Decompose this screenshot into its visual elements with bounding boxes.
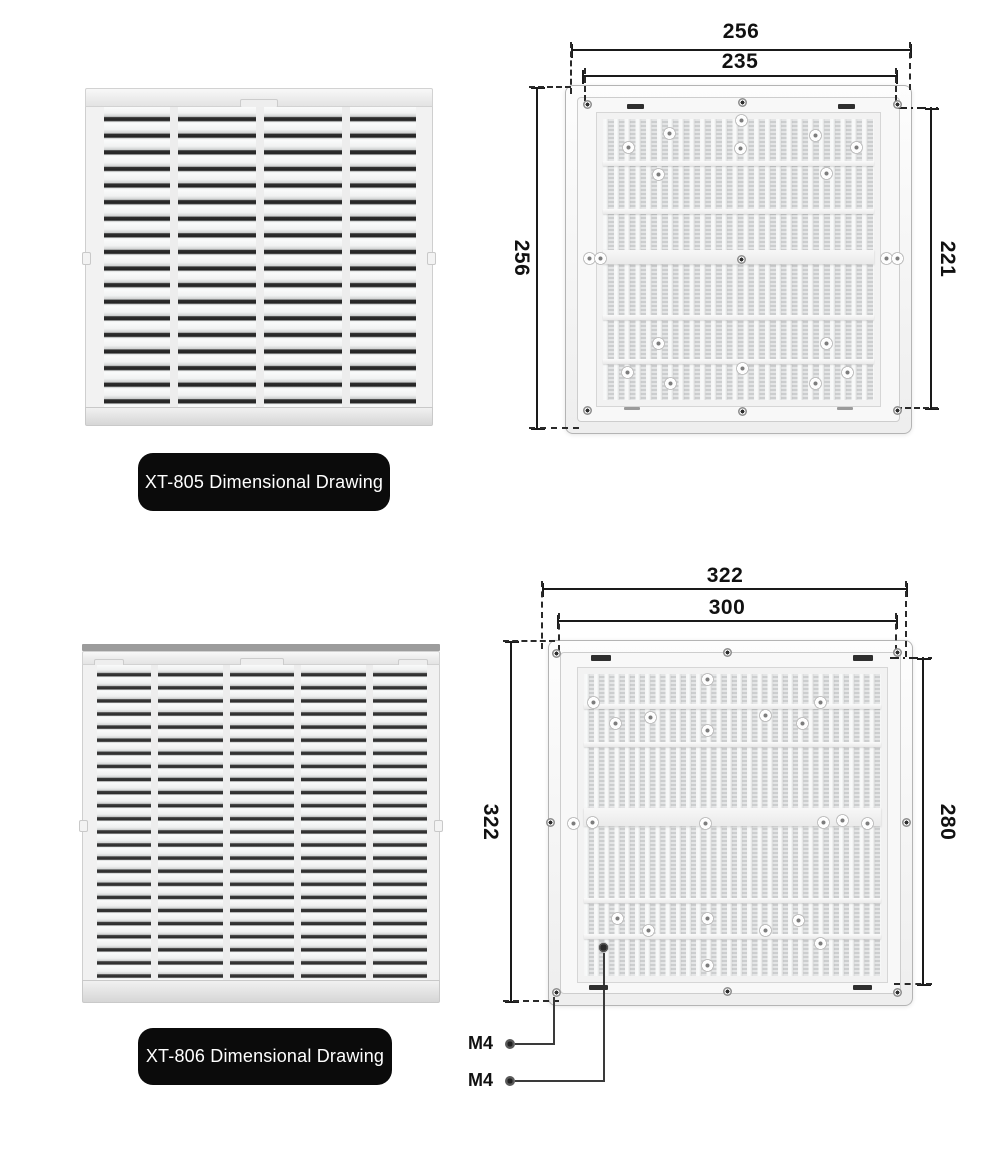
leader-dot (505, 1039, 515, 1049)
filter-mount-boss (622, 141, 635, 154)
dimension-line (558, 620, 897, 622)
dim-outer-width-805: 256 (722, 20, 760, 43)
mounting-clip (591, 655, 611, 661)
filter-mount-boss (759, 709, 772, 722)
dim-inner-width-806: 300 (708, 596, 746, 619)
mounting-clip (853, 655, 873, 661)
extension-line (529, 427, 579, 429)
model-label-xt806 (138, 1028, 392, 1085)
screw-hole (893, 100, 902, 109)
extension-line (541, 581, 543, 649)
filter-mount-boss (850, 141, 863, 154)
extension-line (895, 68, 897, 101)
filter-mount-boss (644, 711, 657, 724)
filter-mount-boss (796, 717, 809, 730)
screw-hole (583, 406, 592, 415)
screw-hole (893, 648, 902, 657)
side-clip-left (82, 252, 91, 265)
mounting-clip (837, 407, 853, 410)
filter-mount-boss (701, 673, 714, 686)
extension-line (909, 42, 911, 90)
extension-line (896, 407, 938, 409)
filter-mount-boss (699, 817, 712, 830)
filter-mount-boss (652, 337, 665, 350)
leader-line (515, 1043, 555, 1045)
filter-mount-boss (809, 377, 822, 390)
extension-line (503, 640, 555, 642)
dimension-line (583, 75, 897, 77)
filter-mount-boss (735, 114, 748, 127)
filter-mount-boss (820, 337, 833, 350)
mounting-clip (838, 104, 855, 109)
screw-hole (738, 98, 747, 107)
louver-slats (82, 665, 440, 980)
screw-hole (552, 988, 561, 997)
screw-hole (738, 407, 747, 416)
filter-mount-boss (652, 168, 665, 181)
filter-mount-boss (734, 142, 747, 155)
filter-mount-boss (609, 717, 622, 730)
mounting-clip (853, 985, 872, 990)
filter-mount-boss (701, 959, 714, 972)
screw-hole (893, 988, 902, 997)
mounting-clip (589, 985, 608, 990)
filter-mount-boss (621, 366, 634, 379)
screw-hole (737, 255, 746, 264)
filter-mount-boss (891, 252, 904, 265)
m4-mounting-hole (598, 942, 609, 953)
screw-hole (583, 100, 592, 109)
louver-slats (85, 107, 433, 407)
dim-inner-height-806: 280 (936, 803, 959, 841)
filter-mount-boss (814, 937, 827, 950)
filter-mount-boss (809, 129, 822, 142)
side-clip-right (434, 820, 443, 832)
filter-mount-boss (586, 816, 599, 829)
extension-line (898, 107, 938, 109)
grille-base (82, 980, 440, 1003)
filter-mount-boss (836, 814, 849, 827)
extension-line (558, 613, 560, 651)
filter-mount-boss (861, 817, 874, 830)
screw-hole (552, 649, 561, 658)
screw-hole (723, 648, 732, 657)
leader-line (515, 1080, 605, 1082)
screw-hole (902, 818, 911, 827)
filter-mount-boss (701, 724, 714, 737)
dimension-line (543, 588, 907, 590)
dimension-line (536, 88, 538, 429)
grille-top-edge (82, 644, 440, 651)
filter-mount-boss (611, 912, 624, 925)
model-label-xt805 (138, 453, 390, 511)
dim-outer-height-805: 256 (510, 239, 533, 277)
side-clip-right (427, 252, 436, 265)
side-clip-left (79, 820, 88, 832)
extension-line (890, 657, 932, 659)
grille-base (85, 407, 433, 426)
filter-mount-boss (736, 362, 749, 375)
leader-dot (505, 1076, 515, 1086)
extension-line (894, 983, 932, 985)
model-label-text: XT-805 Dimensional Drawing (144, 471, 384, 492)
filter-mount-boss (701, 912, 714, 925)
m4-thread-label-1: M4 (468, 1033, 494, 1053)
screw-hole (546, 818, 555, 827)
model-label-text: XT-806 Dimensional Drawing (145, 1046, 385, 1066)
filter-mount-boss (664, 377, 677, 390)
filter-mount-boss (587, 696, 600, 709)
extension-line (895, 613, 897, 651)
product-photo-xt805-front (85, 88, 433, 426)
filter-mount-boss (814, 696, 827, 709)
filter-mount-boss (817, 816, 830, 829)
filter-mount-boss (642, 924, 655, 937)
extension-line (905, 581, 907, 657)
dim-inner-height-805: 221 (936, 240, 959, 278)
filter-mount-boss (820, 167, 833, 180)
dimension-line (510, 642, 512, 1002)
screw-hole (723, 987, 732, 996)
filter-mount-boss (759, 924, 772, 937)
dimension-line (930, 109, 932, 409)
mounting-clip (627, 104, 644, 109)
m4-thread-label-2: M4 (468, 1070, 494, 1090)
extension-line (584, 68, 586, 101)
filter-mount-boss (841, 366, 854, 379)
dim-outer-width-806: 322 (706, 564, 744, 587)
filter-mount-boss (594, 252, 607, 265)
leader-line (553, 997, 555, 1045)
extension-line (529, 86, 571, 88)
dimension-line (922, 659, 924, 985)
filter-mount-boss (792, 914, 805, 927)
leader-line (603, 953, 605, 1082)
filter-mount-boss (567, 817, 580, 830)
filter-mount-boss (663, 127, 676, 140)
mounting-clip (624, 407, 640, 410)
extension-line (503, 1000, 559, 1002)
dim-inner-width-805: 235 (721, 50, 759, 73)
product-photo-xt806-front (82, 644, 440, 1003)
screw-hole (893, 406, 902, 415)
dim-outer-height-806: 322 (479, 803, 502, 841)
